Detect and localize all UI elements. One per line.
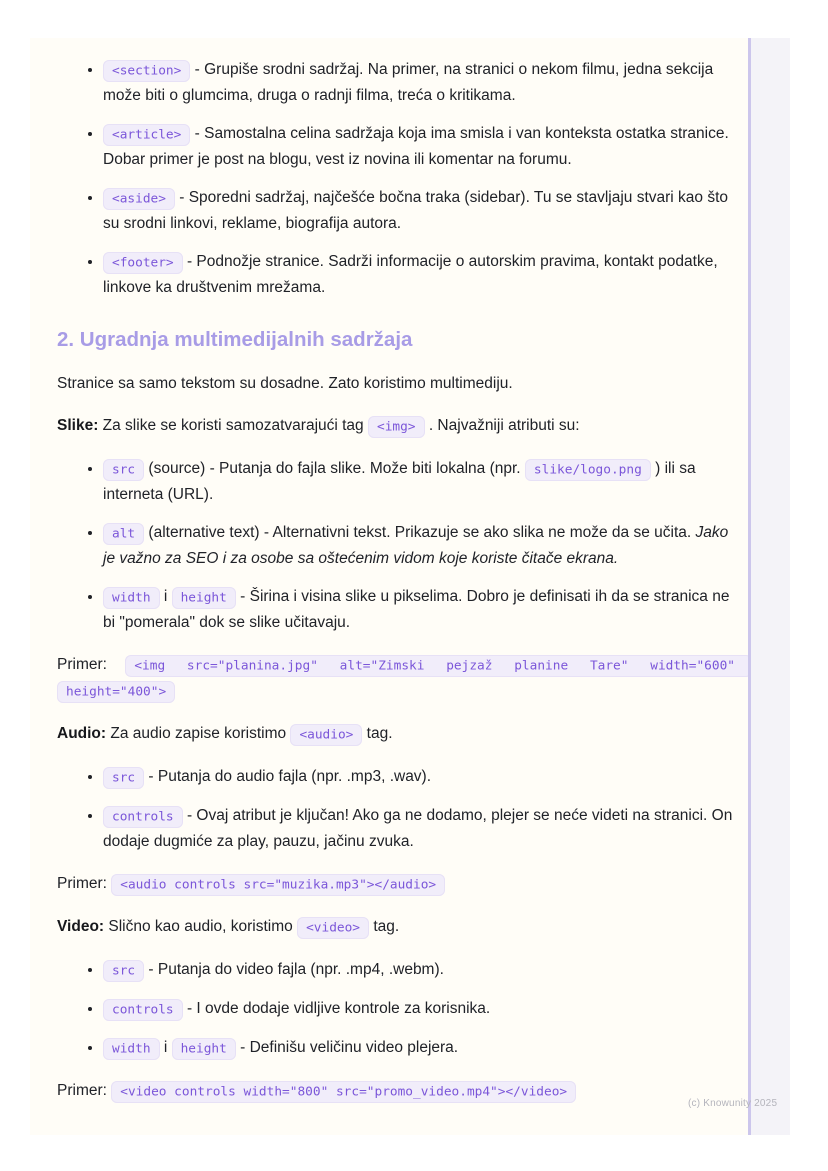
inline-code: <audio controls src="muzika.mp3"></audio> xyxy=(111,874,445,896)
inline-code: <section> xyxy=(103,60,190,82)
bullet-item: • <footer> - Podnožje stranice. Sadrži informacije o autorskim pravima, kontakt podatke, linkove ka društvenim mrežama. xyxy=(103,249,744,300)
inline-code: src xyxy=(103,459,144,481)
inline-code: width xyxy=(103,587,160,609)
bullet-item: • <article> - Samostalna celina sadržaja koja ima smisla i van konteksta ostatka stranice. Dobar primer je post na blogu, vest iz novina ili komentar na forumu. xyxy=(103,121,744,172)
bullet-item: • src (source) - Putanja do fajla slike. Može biti lokalna (npr. slike/logo.png ) ili sa interneta (URL). xyxy=(103,456,744,507)
inline-code: <video> xyxy=(297,917,369,939)
paragraph: Primer: <video controls width="800" src="promo_video.mp4"></video> xyxy=(57,1078,744,1104)
inline-code: src xyxy=(103,767,144,789)
bullet-list xyxy=(57,456,744,635)
paragraph: Primer: <audio controls src="muzika.mp3"></audio> xyxy=(57,871,744,897)
inline-code: src xyxy=(103,960,144,982)
inline-code: controls xyxy=(103,999,183,1021)
inline-code: height xyxy=(172,587,236,609)
inline-code: <article> xyxy=(103,124,190,146)
bullet-list xyxy=(57,957,744,1061)
inline-code: <audio> xyxy=(290,724,362,746)
inline-code: width xyxy=(103,1038,160,1060)
bullet-item: • width i height - Širina i visina slike u pikselima. Dobro je definisati ih da se stranica ne bi "pomerala" dok se slike učitavaju. xyxy=(103,584,744,635)
bullet-list xyxy=(57,764,744,854)
inline-code: height xyxy=(172,1038,236,1060)
inline-code: alt xyxy=(103,523,144,545)
section-heading: 2. Ugradnja multimedijalnih sadržaja xyxy=(57,328,413,351)
inline-code: controls xyxy=(103,806,183,828)
bullet-item: • width i height - Definišu veličinu video plejera. xyxy=(103,1035,744,1061)
inline-code: slike/logo.png xyxy=(525,459,651,481)
bullet-item: • <section> - Grupiše srodni sadržaj. Na primer, na stranici o nekom filmu, jedna sekcija može biti o glumcima, druga o radnji filma, treća o kritikama. xyxy=(103,57,744,108)
bold-text: Video: xyxy=(57,918,105,935)
scrollbar-track[interactable] xyxy=(748,38,790,1135)
bullet-item: • src - Putanja do audio fajla (npr. .mp3, .wav). xyxy=(103,764,744,790)
bullet-item: • src - Putanja do video fajla (npr. .mp4, .webm). xyxy=(103,957,744,983)
paragraph: Audio: Za audio zapise koristimo <audio> tag. xyxy=(57,721,744,747)
bullet-item: • controls - I ovde dodaje vidljive kontrole za korisnika. xyxy=(103,996,744,1022)
bullet-item: • <aside> - Sporedni sadržaj, najčešće bočna traka (sidebar). Tu se stavljaju stvari kao što su srodni linkovi, reklame, biografija autora. xyxy=(103,185,744,236)
document-content xyxy=(57,57,744,1104)
paragraph: Slike: Za slike se koristi samozatvarajući tag <img> . Najvažniji atributi su: xyxy=(57,413,744,439)
bullet-item: • controls - Ovaj atribut je ključan! Ako ga ne dodamo, plejer se neće videti na stranici. On dodaje dugmiće za play, pauzu, jačinu zvuka. xyxy=(103,803,744,854)
bold-text: Slike: xyxy=(57,417,99,434)
watermark: (c) Knowunity 2025 xyxy=(688,1098,778,1109)
paragraph: Video: Slično kao audio, koristimo <video> tag. xyxy=(57,914,744,940)
paragraph: Primer: <img src="planina.jpg" alt="Zimski pejzaž planine Tare" width="600" height="400"> xyxy=(57,652,744,704)
bullet-item: • alt (alternative text) - Alternativni tekst. Prikazuje se ako slika ne može da se učita. Jako je važno za SEO i za osobe sa oštećenim vidom koje koriste čitače ekrana. xyxy=(103,520,744,571)
paragraph: Stranice sa samo tekstom su dosadne. Zato koristimo multimediju. xyxy=(57,375,513,392)
inline-code: <video controls width="800" src="promo_video.mp4"></video> xyxy=(111,1081,576,1103)
inline-code: <footer> xyxy=(103,252,183,274)
inline-code: <img src="planina.jpg" alt="Zimski pejzaž planine Tare" width="600" height="400"> xyxy=(57,655,752,703)
document-page xyxy=(30,38,750,1135)
inline-code: <aside> xyxy=(103,188,175,210)
bold-text: Audio: xyxy=(57,725,107,742)
italic-text: Jako je važno za SEO i za osobe sa oštećenim vidom koje koriste čitače ekrana. xyxy=(103,524,729,567)
bullet-list xyxy=(57,57,744,300)
inline-code: <img> xyxy=(368,416,425,438)
